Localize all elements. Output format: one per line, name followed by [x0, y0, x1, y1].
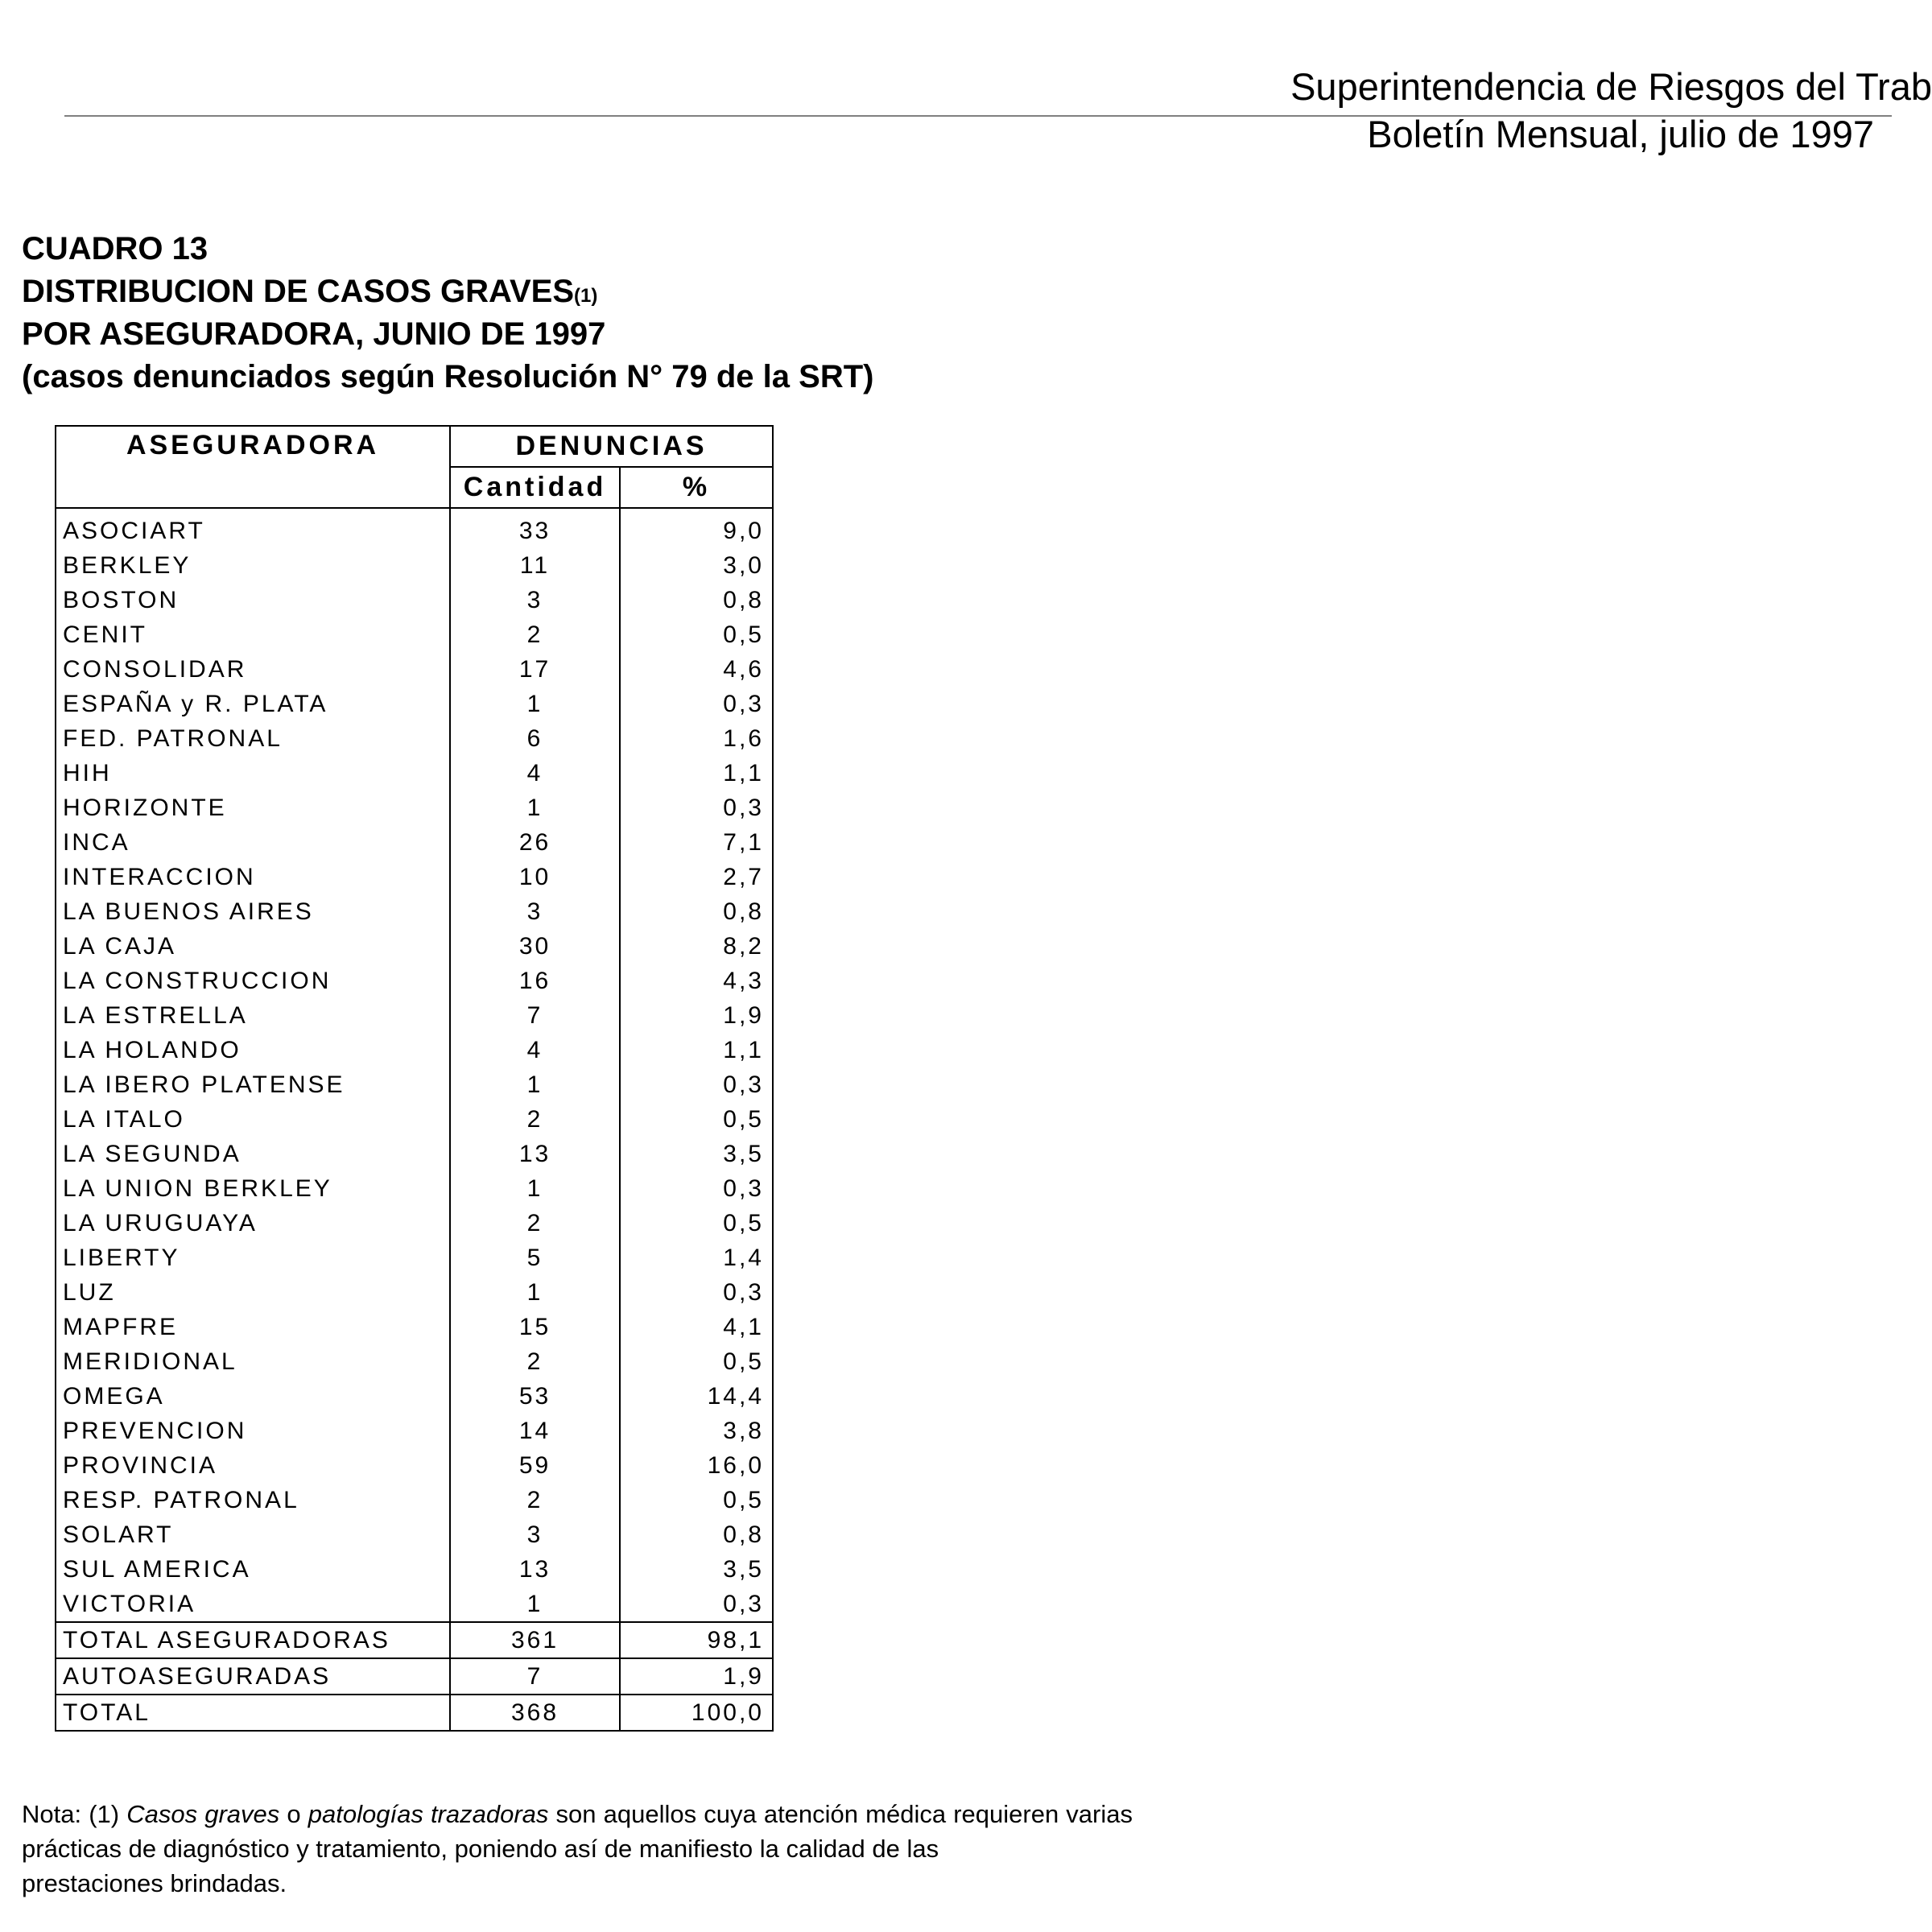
row-qty: 30 [450, 929, 620, 964]
row-pct: 3,5 [620, 1552, 773, 1587]
row-qty: 2 [450, 1102, 620, 1137]
row-pct: 0,3 [620, 1171, 773, 1206]
header-bulletin: Boletín Mensual, julio de 1997 [1367, 113, 1874, 155]
row-qty: 26 [450, 825, 620, 860]
row-qty: 1 [450, 687, 620, 721]
row-name: MERIDIONAL [56, 1344, 450, 1379]
row-name: PREVENCION [56, 1414, 450, 1448]
row-qty: 368 [450, 1695, 620, 1731]
row-pct: 3,0 [620, 548, 773, 583]
table-row [56, 894, 773, 929]
footnote [22, 1797, 1133, 1901]
table-row [56, 583, 773, 617]
row-name: CONSOLIDAR [56, 652, 450, 687]
insurers-table [55, 425, 774, 1732]
row-pct: 3,5 [620, 1137, 773, 1171]
row-qty: 16 [450, 964, 620, 998]
row-name: INCA [56, 825, 450, 860]
row-name: LA URUGUAYA [56, 1206, 450, 1241]
row-qty: 14 [450, 1414, 620, 1448]
col-header-aseguradora: ASEGURADORA [56, 426, 450, 508]
row-name: CENIT [56, 617, 450, 652]
row-qty: 59 [450, 1448, 620, 1483]
table-row [56, 1483, 773, 1517]
table-title [22, 228, 873, 398]
table-row [56, 1517, 773, 1552]
table-row [56, 1275, 773, 1310]
row-pct: 4,6 [620, 652, 773, 687]
row-pct: 9,0 [620, 508, 773, 548]
row-name: FED. PATRONAL [56, 721, 450, 756]
row-pct: 1,1 [620, 756, 773, 791]
table-row [56, 508, 773, 548]
row-name: BOSTON [56, 583, 450, 617]
table-row [56, 1379, 773, 1414]
note-last-line: prestaciones brindadas. [22, 1869, 287, 1897]
table-row [56, 1102, 773, 1137]
row-pct: 3,8 [620, 1414, 773, 1448]
title-line-4: (casos denunciados según Resolución N° 79 de la SRT) [22, 359, 874, 394]
table-row [56, 1414, 773, 1448]
table-row [56, 548, 773, 583]
table-row [56, 1171, 773, 1206]
row-pct: 14,4 [620, 1379, 773, 1414]
header-organization: Superintendencia de Riesgos del Trab [1290, 65, 1932, 108]
row-name: SUL AMERICA [56, 1552, 450, 1587]
title-line-3: POR ASEGURADORA, JUNIO DE 1997 [22, 316, 606, 352]
table-row [56, 652, 773, 687]
table-row [56, 964, 773, 998]
row-name: LA HOLANDO [56, 1033, 450, 1067]
autoaseguradas-row [56, 1658, 773, 1695]
row-qty: 1 [450, 1171, 620, 1206]
row-name: ESPAÑA y R. PLATA [56, 687, 450, 721]
row-qty: 1 [450, 1275, 620, 1310]
table-row [56, 998, 773, 1033]
row-pct: 0,8 [620, 583, 773, 617]
row-qty: 33 [450, 508, 620, 548]
row-name: BERKLEY [56, 548, 450, 583]
row-name: INTERACCION [56, 860, 450, 894]
col-header-pct: % [620, 467, 773, 508]
row-pct: 1,4 [620, 1241, 773, 1275]
row-name: SOLART [56, 1517, 450, 1552]
row-qty: 13 [450, 1137, 620, 1171]
row-qty: 4 [450, 1033, 620, 1067]
row-pct: 2,7 [620, 860, 773, 894]
row-name: LA ITALO [56, 1102, 450, 1137]
row-pct: 0,3 [620, 1275, 773, 1310]
row-pct: 0,5 [620, 1344, 773, 1379]
title-line-2 [22, 270, 873, 313]
table-row [56, 791, 773, 825]
table-row [56, 860, 773, 894]
table-row [56, 721, 773, 756]
table-row [56, 617, 773, 652]
row-qty: 11 [450, 548, 620, 583]
row-name: RESP. PATRONAL [56, 1483, 450, 1517]
row-pct: 4,1 [620, 1310, 773, 1344]
note-connector: o [279, 1800, 308, 1828]
row-name: LA UNION BERKLEY [56, 1171, 450, 1206]
table-row [56, 1552, 773, 1587]
row-qty: 3 [450, 894, 620, 929]
footnote-marker: (1) [574, 285, 598, 307]
row-pct: 1,6 [620, 721, 773, 756]
row-name: TOTAL ASEGURADORAS [56, 1622, 450, 1658]
row-pct: 1,9 [620, 998, 773, 1033]
table-row [56, 756, 773, 791]
row-qty: 1 [450, 1067, 620, 1102]
row-name: LA ESTRELLA [56, 998, 450, 1033]
row-name: AUTOASEGURADAS [56, 1658, 450, 1695]
row-name: HIH [56, 756, 450, 791]
row-name: PROVINCIA [56, 1448, 450, 1483]
row-pct: 16,0 [620, 1448, 773, 1483]
row-qty: 5 [450, 1241, 620, 1275]
row-pct: 0,3 [620, 1067, 773, 1102]
title-line-2-text: DISTRIBUCION DE CASOS GRAVES [22, 274, 574, 309]
row-pct: 0,8 [620, 1517, 773, 1552]
row-qty: 53 [450, 1379, 620, 1414]
row-qty: 10 [450, 860, 620, 894]
row-qty: 6 [450, 721, 620, 756]
row-qty: 3 [450, 583, 620, 617]
row-pct: 1,9 [620, 1658, 773, 1695]
row-qty: 2 [450, 617, 620, 652]
table-row [56, 1137, 773, 1171]
row-name: VICTORIA [56, 1587, 450, 1622]
row-name: LA CAJA [56, 929, 450, 964]
row-pct: 100,0 [620, 1695, 773, 1731]
row-qty: 17 [450, 652, 620, 687]
row-qty: 2 [450, 1206, 620, 1241]
row-name: MAPFRE [56, 1310, 450, 1344]
row-name: HORIZONTE [56, 791, 450, 825]
table-body [56, 508, 773, 1622]
row-qty: 2 [450, 1483, 620, 1517]
row-name: OMEGA [56, 1379, 450, 1414]
title-line-1: CUADRO 13 [22, 231, 208, 266]
col-header-cantidad: Cantidad [450, 467, 620, 508]
row-qty: 3 [450, 1517, 620, 1552]
table-row [56, 1344, 773, 1379]
table-row [56, 1448, 773, 1483]
row-pct: 0,3 [620, 791, 773, 825]
row-name: ASOCIART [56, 508, 450, 548]
row-pct: 0,3 [620, 687, 773, 721]
row-qty: 15 [450, 1310, 620, 1344]
row-pct: 0,5 [620, 1206, 773, 1241]
row-qty: 1 [450, 791, 620, 825]
row-pct: 0,8 [620, 894, 773, 929]
table-row [56, 1033, 773, 1067]
table-row [56, 1587, 773, 1622]
row-pct: 0,3 [620, 1587, 773, 1622]
note-term-patologias: patologías trazadoras [308, 1800, 549, 1828]
row-name: LA BUENOS AIRES [56, 894, 450, 929]
row-qty: 4 [450, 756, 620, 791]
col-header-denuncias: DENUNCIAS [450, 426, 773, 467]
row-pct: 98,1 [620, 1622, 773, 1658]
note-text: son aquellos cuya atención médica requieren varias prácticas de diagnóstico y tratamiento, poniendo así de manifiesto la calidad de las [22, 1800, 1133, 1863]
row-pct: 1,1 [620, 1033, 773, 1067]
row-name: LUZ [56, 1275, 450, 1310]
row-pct: 8,2 [620, 929, 773, 964]
row-name: TOTAL [56, 1695, 450, 1731]
table-row [56, 1067, 773, 1102]
row-qty: 7 [450, 998, 620, 1033]
row-qty: 13 [450, 1552, 620, 1587]
row-pct: 0,5 [620, 1102, 773, 1137]
row-name: LIBERTY [56, 1241, 450, 1275]
note-term-casos-graves: Casos graves [126, 1800, 280, 1828]
row-pct: 0,5 [620, 1483, 773, 1517]
row-pct: 7,1 [620, 825, 773, 860]
row-pct: 4,3 [620, 964, 773, 998]
row-name: LA SEGUNDA [56, 1137, 450, 1171]
table-row [56, 1206, 773, 1241]
table-row [56, 1310, 773, 1344]
table-row [56, 825, 773, 860]
row-qty: 2 [450, 1344, 620, 1379]
total-row [56, 1695, 773, 1731]
row-qty: 7 [450, 1658, 620, 1695]
row-name: LA IBERO PLATENSE [56, 1067, 450, 1102]
row-qty: 1 [450, 1587, 620, 1622]
table-row [56, 929, 773, 964]
table-row [56, 687, 773, 721]
total-aseguradoras-row [56, 1622, 773, 1658]
table-row [56, 1241, 773, 1275]
note-prefix: Nota: (1) [22, 1800, 127, 1828]
row-pct: 0,5 [620, 617, 773, 652]
row-qty: 361 [450, 1622, 620, 1658]
row-name: LA CONSTRUCCION [56, 964, 450, 998]
